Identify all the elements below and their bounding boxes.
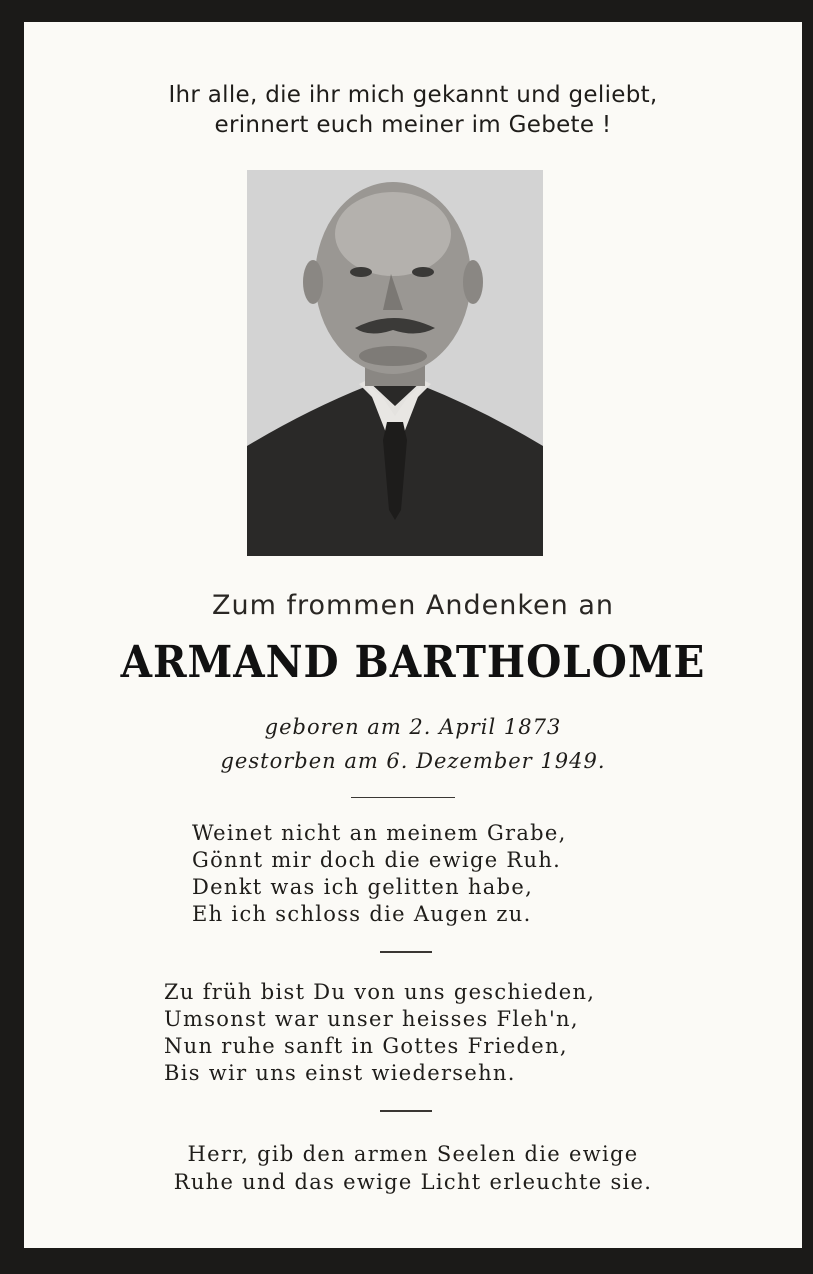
verse-2 bbox=[164, 979, 595, 1087]
verse-1-line-3: Denkt was ich gelitten habe, bbox=[192, 875, 534, 899]
life-dates bbox=[24, 710, 802, 778]
portrait-photo bbox=[247, 170, 543, 556]
birth-date: geboren am 2. April 1873 bbox=[264, 715, 562, 739]
portrait-photo-icon bbox=[247, 170, 543, 556]
divider-3 bbox=[380, 1110, 432, 1112]
header-line-2: erinnert euch meiner im Gebete ! bbox=[214, 112, 612, 138]
verse-1-line-2: Gönnt mir doch die ewige Ruh. bbox=[192, 848, 562, 872]
verse-2-line-3: Nun ruhe sanft in Gottes Frieden, bbox=[164, 1034, 568, 1058]
prayer-line-2: Ruhe und das ewige Licht erleuchte sie. bbox=[173, 1170, 653, 1194]
verse-1-line-4: Eh ich schloss die Augen zu. bbox=[192, 902, 532, 926]
verse-1 bbox=[192, 820, 567, 928]
header-text bbox=[24, 80, 802, 140]
memorial-card bbox=[24, 22, 802, 1248]
verse-2-line-1: Zu früh bist Du von uns geschieden, bbox=[164, 980, 596, 1004]
verse-2-line-4: Bis wir uns einst wiedersehn. bbox=[164, 1061, 516, 1085]
verse-2-line-2: Umsonst war unser heisses Fleh'n, bbox=[164, 1007, 579, 1031]
divider-2 bbox=[380, 951, 432, 953]
deceased-name: ARMAND BARTHOLOME bbox=[120, 637, 706, 688]
intro-text: Zum frommen Andenken an bbox=[211, 590, 614, 621]
header-line-1: Ihr alle, die ihr mich gekannt und geliebt, bbox=[168, 82, 658, 108]
closing-prayer bbox=[24, 1140, 802, 1196]
divider-1 bbox=[351, 797, 455, 798]
verse-1-line-1: Weinet nicht an meinem Grabe, bbox=[192, 821, 567, 845]
death-date: gestorben am 6. Dezember 1949. bbox=[220, 749, 606, 773]
prayer-line-1: Herr, gib den armen Seelen die ewige bbox=[187, 1142, 639, 1166]
